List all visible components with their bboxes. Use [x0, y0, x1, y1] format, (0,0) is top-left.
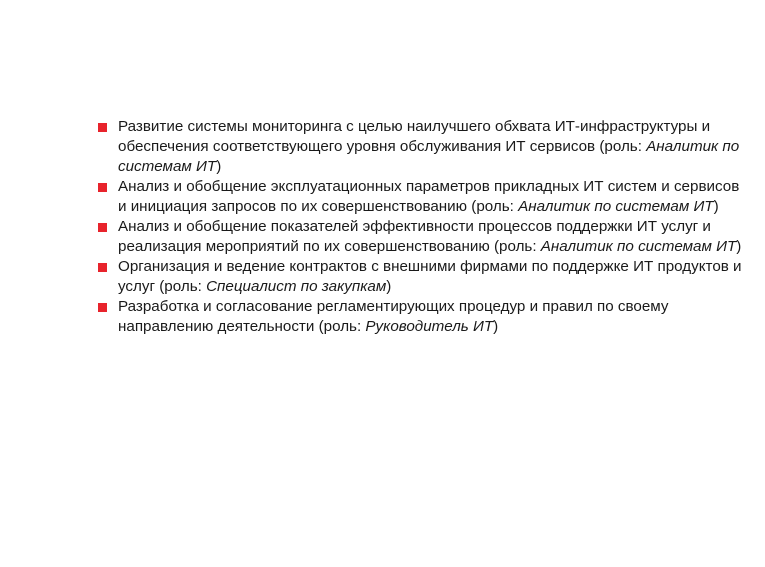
list-item [98, 177, 748, 217]
item-role: Аналитик по системам ИТ [118, 138, 740, 175]
item-text: Анализ и обобщение эксплуатационных параметров прикладных ИТ систем и сервисов и инициация запросов по их совершенствованию (роль: [118, 178, 740, 215]
item-suffix: ) [713, 198, 719, 215]
item-text: Развитие системы мониторинга с целью наилучшего обхвата ИТ-инфраструктуры и обеспечения соответствующего уровня обслуживания ИТ сервисов (роль: [118, 118, 711, 155]
list-item [98, 217, 748, 257]
item-role: Аналитик по системам ИТ [540, 238, 737, 255]
square-bullet-icon [98, 123, 107, 132]
item-text: Разработка и согласование регламентирующих процедур и правил по своему направлению деятельности (роль: [118, 298, 669, 335]
list-item [98, 297, 748, 337]
bullet-list [98, 117, 748, 337]
item-role: Руководитель ИТ [365, 318, 494, 335]
list-item [98, 117, 748, 177]
square-bullet-icon [98, 183, 107, 192]
square-bullet-icon [98, 223, 107, 232]
square-bullet-icon [98, 263, 107, 272]
item-role: Специалист по закупкам [206, 278, 387, 295]
item-role: Аналитик по системам ИТ [518, 198, 714, 215]
item-suffix: ) [216, 158, 222, 175]
item-suffix: ) [493, 318, 499, 335]
square-bullet-icon [98, 303, 107, 312]
list-item [98, 257, 748, 297]
item-text: Анализ и обобщение показателей эффективности процессов поддержки ИТ услуг и реализация мероприятий по их совершенствованию (роль: [118, 218, 711, 255]
item-text: Организация и ведение контрактов с внешними фирмами по поддержке ИТ продуктов и услуг (роль: [118, 258, 742, 295]
item-suffix: ) [736, 238, 742, 255]
item-suffix: ) [386, 278, 392, 295]
